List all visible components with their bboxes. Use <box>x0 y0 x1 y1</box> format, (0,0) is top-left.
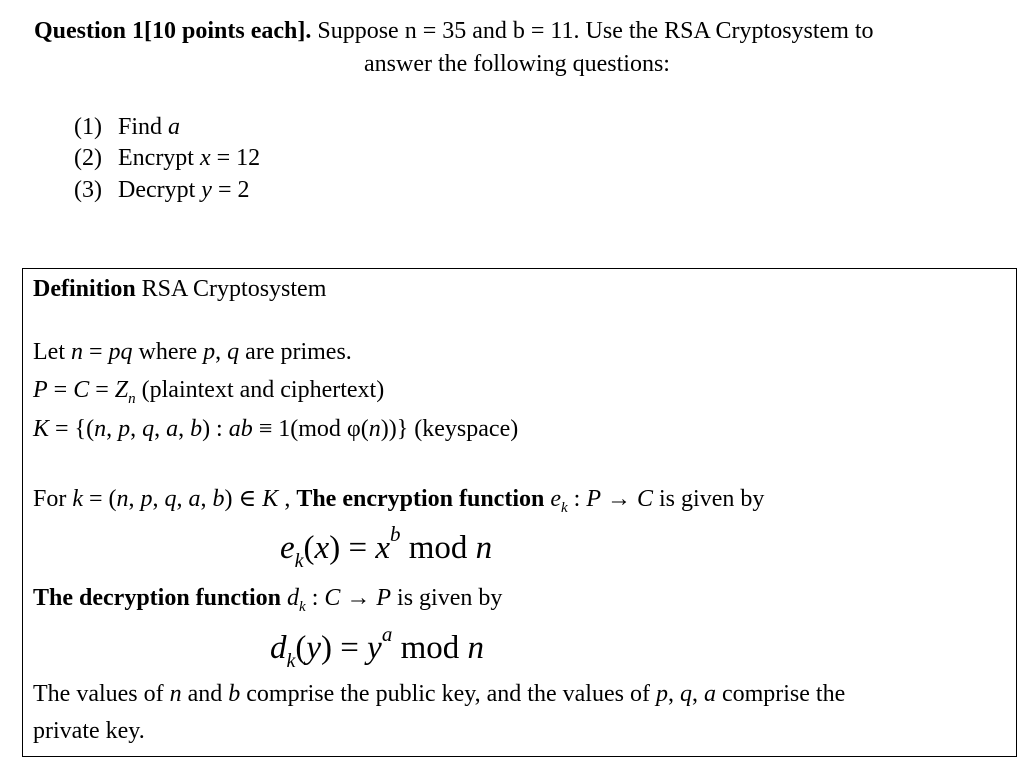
decryption-formula: $d_k(y) = y^a$ mod n <box>270 622 484 672</box>
definition-encryption-line <box>33 486 765 516</box>
question-text: Suppose n = 35 and b = 11. Use the RSA Cryptosystem to <box>317 18 874 44</box>
definition-public-key-line: The values of n and b comprise the public key, and the values of p, q, a comprise the <box>33 681 846 707</box>
question-item-2 <box>74 146 260 170</box>
item-text: Decrypt y = 2 <box>118 177 250 203</box>
definition-title-bold: Definition <box>33 276 136 302</box>
question-line-2: answer the following questions: <box>364 51 670 77</box>
definition-title <box>33 277 326 301</box>
definition-decryption-line <box>33 585 503 615</box>
definition-private-key-line: private key. <box>33 718 145 744</box>
item-text: Find a <box>118 114 181 140</box>
definition-keyspace-line: K = {(n, p, q, a, b) : ab ≡ 1(mod φ(n))} (keyspace) <box>33 416 519 442</box>
item-number: (1) <box>74 114 102 140</box>
definition-title-rest: RSA Cryptosystem <box>141 276 327 302</box>
encryption-function-rest: $e_k$ : P → C is given by <box>550 486 765 516</box>
question-line-1 <box>34 19 874 43</box>
for-prefix: For k = (n, p, q, a, b) ∈ K , <box>33 486 291 512</box>
definition-plaintext-ciphertext-line: $P = C = Z_n$ (plaintext and ciphertext) <box>33 377 385 407</box>
item-text: Encrypt x = 12 <box>118 145 261 171</box>
encryption-function-label: The encryption function <box>296 486 545 512</box>
item-number: (3) <box>74 177 102 203</box>
question-item-3 <box>74 178 250 202</box>
decryption-function-rest: $d_k$ : C → P is given by <box>287 585 503 615</box>
encryption-formula: $e_k(x) = x^b$ mod n <box>280 522 493 572</box>
question-label: Question 1[10 points each]. <box>34 18 318 44</box>
item-number: (2) <box>74 145 102 171</box>
decryption-function-label: The decryption function <box>33 585 282 611</box>
question-item-1 <box>74 115 180 139</box>
definition-let-line: Let n = pq where p, q are primes. <box>33 339 352 365</box>
